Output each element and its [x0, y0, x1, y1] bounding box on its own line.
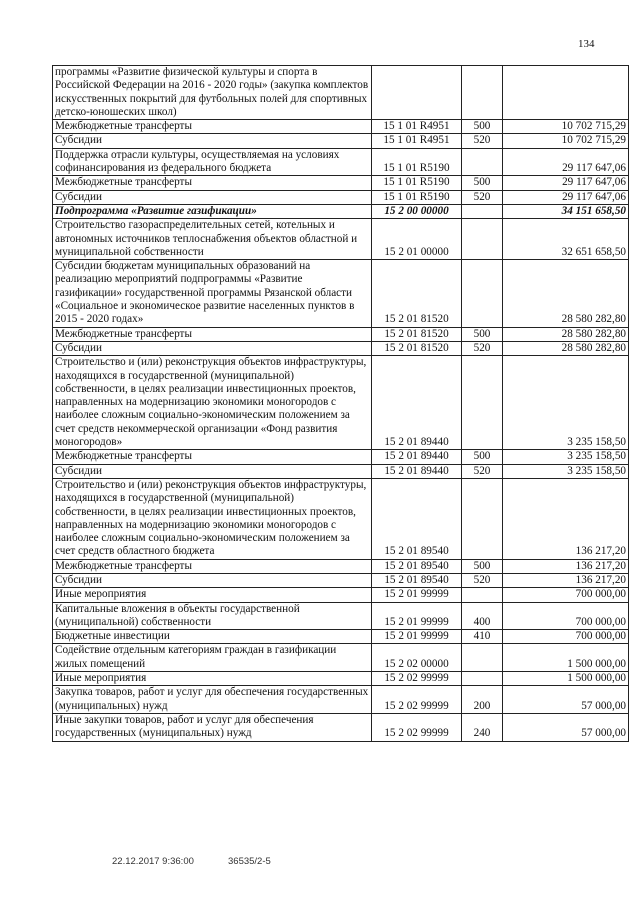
row-sum-cell: 57 000,00	[503, 686, 629, 714]
row-code-cell	[372, 66, 462, 120]
row-name-cell: программы «Развитие физической культуры и спорта в Российской Федерации на 2016 - 2020 годы» (закупка комплектов искусственных покрытий для футбольных полей для спортивных детско-юношеских школ)	[53, 66, 372, 120]
row-name-cell: Межбюджетные трансферты	[53, 176, 372, 190]
row-name-cell: Иные мероприятия	[53, 672, 372, 686]
row-sum-cell: 3 235 158,50	[503, 464, 629, 478]
row-sum-cell: 3 235 158,50	[503, 450, 629, 464]
table-row	[53, 713, 629, 741]
row-name-cell: Межбюджетные трансферты	[53, 450, 372, 464]
row-name-cell: Строительство и (или) реконструкция объектов инфраструктуры, находящихся в государственной (муниципальной) собственности, в целях реализации инвестиционных проектов, направленных на модернизацию экономики моногородов с наиболее сложным социально-экономическим положением за счет средств некоммерческой организации «Фонд развития моногородов»	[53, 356, 372, 450]
row-vr-cell	[462, 672, 503, 686]
row-sum-cell: 10 702 715,29	[503, 120, 629, 134]
table-row	[53, 120, 629, 134]
row-code-cell: 15 2 01 89440	[372, 450, 462, 464]
row-sum-cell: 700 000,00	[503, 630, 629, 644]
row-code-cell: 15 2 01 89540	[372, 573, 462, 587]
row-vr-cell: 520	[462, 134, 503, 148]
table-row	[53, 176, 629, 190]
table-row	[53, 559, 629, 573]
table-row	[53, 219, 629, 260]
row-sum-cell: 28 580 282,80	[503, 260, 629, 327]
row-code-cell: 15 2 01 99999	[372, 602, 462, 630]
row-vr-cell: 410	[462, 630, 503, 644]
row-name-cell: Субсидии	[53, 464, 372, 478]
row-name-cell: Бюджетные инвестиции	[53, 630, 372, 644]
page-number: 134	[578, 38, 595, 50]
row-sum-cell: 1 500 000,00	[503, 644, 629, 672]
row-vr-cell	[462, 478, 503, 559]
row-vr-cell	[462, 260, 503, 327]
row-vr-cell: 400	[462, 602, 503, 630]
row-name-cell: Иные закупки товаров, работ и услуг для обеспечения государственных (муниципальных) нужд	[53, 713, 372, 741]
row-vr-cell	[462, 219, 503, 260]
table-row	[53, 327, 629, 341]
row-sum-cell: 1 500 000,00	[503, 672, 629, 686]
row-sum-cell: 29 117 647,06	[503, 176, 629, 190]
row-code-cell: 15 2 01 89540	[372, 478, 462, 559]
row-name-cell: Межбюджетные трансферты	[53, 559, 372, 573]
row-code-cell: 15 1 01 R4951	[372, 120, 462, 134]
row-vr-cell: 500	[462, 176, 503, 190]
row-vr-cell	[462, 588, 503, 602]
row-sum-cell: 136 217,20	[503, 559, 629, 573]
row-vr-cell: 500	[462, 559, 503, 573]
row-vr-cell	[462, 644, 503, 672]
row-code-cell: 15 2 01 81520	[372, 260, 462, 327]
table-row	[53, 204, 629, 218]
table-row	[53, 260, 629, 327]
row-name-cell: Поддержка отрасли культуры, осуществляемая на условиях софинансирования из федерального бюджета	[53, 148, 372, 176]
table-row	[53, 356, 629, 450]
footer-doc-code: 36535/2-5	[228, 856, 271, 867]
row-sum-cell: 28 580 282,80	[503, 341, 629, 355]
row-name-cell: Закупка товаров, работ и услуг для обеспечения государственных (муниципальных) нужд	[53, 686, 372, 714]
row-code-cell: 15 1 01 R5190	[372, 148, 462, 176]
table-row	[53, 450, 629, 464]
row-code-cell: 15 2 02 99999	[372, 686, 462, 714]
footer-datetime: 22.12.2017 9:36:00	[112, 856, 194, 867]
row-vr-cell: 500	[462, 327, 503, 341]
row-code-cell: 15 2 01 89540	[372, 559, 462, 573]
row-sum-cell: 136 217,20	[503, 478, 629, 559]
table-row	[53, 66, 629, 120]
row-code-cell: 15 2 02 99999	[372, 713, 462, 741]
row-sum-cell: 29 117 647,06	[503, 148, 629, 176]
row-code-cell: 15 2 01 00000	[372, 219, 462, 260]
budget-table	[52, 65, 629, 742]
row-sum-cell: 136 217,20	[503, 573, 629, 587]
row-name-cell: Субсидии бюджетам муниципальных образований на реализацию мероприятий подпрограммы «Развитие газификации» государственной программы Рязанской области «Социальное и экономическое развитие населенных пунктов в 2015 - 2020 годах»	[53, 260, 372, 327]
row-sum-cell: 3 235 158,50	[503, 356, 629, 450]
row-code-cell: 15 2 01 81520	[372, 341, 462, 355]
row-sum-cell: 700 000,00	[503, 602, 629, 630]
row-code-cell: 15 2 01 99999	[372, 630, 462, 644]
row-sum-cell: 700 000,00	[503, 588, 629, 602]
table-row	[53, 190, 629, 204]
row-code-cell: 15 1 01 R4951	[372, 134, 462, 148]
row-sum-cell: 10 702 715,29	[503, 134, 629, 148]
row-name-cell: Содействие отдельным категориям граждан в газификации жилых помещений	[53, 644, 372, 672]
row-sum-cell: 28 580 282,80	[503, 327, 629, 341]
row-code-cell: 15 2 01 81520	[372, 327, 462, 341]
row-vr-cell: 520	[462, 464, 503, 478]
table-row	[53, 134, 629, 148]
table-row	[53, 573, 629, 587]
row-vr-cell	[462, 204, 503, 218]
row-vr-cell: 500	[462, 120, 503, 134]
row-code-cell: 15 2 01 89440	[372, 356, 462, 450]
row-name-cell: Субсидии	[53, 573, 372, 587]
row-code-cell: 15 2 01 89440	[372, 464, 462, 478]
row-name-cell: Субсидии	[53, 190, 372, 204]
row-name-cell: Подпрограмма «Развитие газификации»	[53, 204, 372, 218]
row-vr-cell	[462, 66, 503, 120]
row-code-cell: 15 1 01 R5190	[372, 190, 462, 204]
row-code-cell: 15 2 02 00000	[372, 644, 462, 672]
row-vr-cell: 520	[462, 573, 503, 587]
row-name-cell: Строительство газораспределительных сетей, котельных и автономных источников теплоснабжения объектов областной и муниципальной собственности	[53, 219, 372, 260]
row-code-cell: 15 1 01 R5190	[372, 176, 462, 190]
row-code-cell: 15 2 01 99999	[372, 588, 462, 602]
table-row	[53, 686, 629, 714]
row-sum-cell: 29 117 647,06	[503, 190, 629, 204]
row-sum-cell: 34 151 658,50	[503, 204, 629, 218]
table-row	[53, 478, 629, 559]
row-vr-cell: 200	[462, 686, 503, 714]
table-row	[53, 148, 629, 176]
row-vr-cell	[462, 356, 503, 450]
row-vr-cell: 520	[462, 190, 503, 204]
row-name-cell: Субсидии	[53, 341, 372, 355]
row-vr-cell: 520	[462, 341, 503, 355]
table-row	[53, 644, 629, 672]
row-code-cell: 15 2 02 99999	[372, 672, 462, 686]
row-vr-cell	[462, 148, 503, 176]
row-name-cell: Иные мероприятия	[53, 588, 372, 602]
row-vr-cell: 240	[462, 713, 503, 741]
row-sum-cell: 32 651 658,50	[503, 219, 629, 260]
row-name-cell: Межбюджетные трансферты	[53, 120, 372, 134]
row-name-cell: Капитальные вложения в объекты государственной (муниципальной) собственности	[53, 602, 372, 630]
row-name-cell: Межбюджетные трансферты	[53, 327, 372, 341]
table-row	[53, 602, 629, 630]
table-row	[53, 464, 629, 478]
table-row	[53, 341, 629, 355]
row-sum-cell	[503, 66, 629, 120]
row-name-cell: Строительство и (или) реконструкция объектов инфраструктуры, находящихся в государственной (муниципальной) собственности, в целях реализации инвестиционных проектов, направленных на модернизацию экономики моногородов с наиболее сложным социально-экономическим положением за счет средств областного бюджета	[53, 478, 372, 559]
row-vr-cell: 500	[462, 450, 503, 464]
row-name-cell: Субсидии	[53, 134, 372, 148]
row-sum-cell: 57 000,00	[503, 713, 629, 741]
row-code-cell: 15 2 00 00000	[372, 204, 462, 218]
table-row	[53, 630, 629, 644]
table-row	[53, 672, 629, 686]
budget-table-body	[53, 66, 629, 742]
table-row	[53, 588, 629, 602]
